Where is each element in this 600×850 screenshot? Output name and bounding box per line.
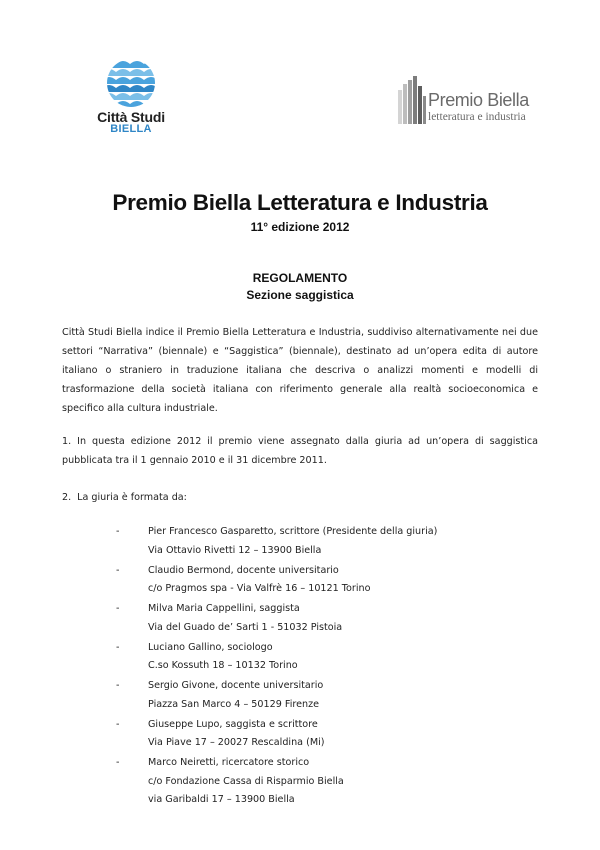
citta-studi-brand: Città Studi	[97, 109, 165, 125]
wave-emblem-icon	[102, 58, 160, 108]
jury-member-name: Pier Francesco Gasparetto, scrittore (Presidente della giuria)	[148, 526, 438, 537]
list-dash: -	[116, 718, 120, 730]
jury-member	[0, 676, 600, 715]
jury-member-address: Via Ottavio Rivetti 12 – 13900 Biella	[148, 544, 322, 556]
jury-member	[0, 638, 600, 677]
article-2-number: 2.	[62, 492, 72, 503]
list-dash: -	[116, 680, 120, 691]
jury-member-address: C.so Kossuth 18 – 10132 Torino	[148, 660, 298, 671]
citta-studi-logo	[86, 58, 176, 135]
premio-biella-name: Premio Biella	[428, 90, 529, 110]
article-1-text: In questa edizione 2012 il premio viene assegnato dalla giuria ad un’opera di saggistica pubblicata tra il 1 gennaio 2010 e il 31 dicembre 2011.	[62, 436, 538, 466]
jury-member-address: c/o Pragmos spa - Via Valfrè 16 – 10121 Torino	[148, 583, 371, 594]
list-dash: -	[116, 564, 120, 576]
page-title: Premio Biella Letteratura e Industria	[112, 190, 488, 215]
list-dash: -	[116, 603, 120, 614]
edition-subtitle: 11° edizione 2012	[250, 220, 350, 234]
jury-list	[0, 522, 600, 805]
jury-member-name: Claudio Bermond, docente universitario	[148, 564, 339, 576]
bars-emblem-icon	[398, 76, 428, 124]
premio-biella-logo	[398, 76, 548, 124]
jury-member	[0, 522, 600, 561]
article-1-number: 1.	[62, 436, 72, 447]
jury-member-address-2: via Garibaldi 17 – 13900 Biella	[148, 794, 295, 805]
premio-biella-subtitle: letteratura e industria	[428, 111, 526, 123]
intro-paragraph: Città Studi Biella indice il Premio Biella Letteratura e Industria, suddiviso alternativamente nei due settori “Narrativa” (biennale) e “Saggistica” (biennale), destinato ad un’opera edita di autore italiano o straniero in traduzione italiana che descriva o analizzi momenti e modelli di trasformazione della società italiana con riferimento generale alla realtà socioeconomica e specifico alla cultura industriale.	[62, 327, 538, 414]
citta-studi-city: BIELLA	[110, 123, 152, 135]
jury-member	[0, 599, 600, 638]
jury-member-address: Piazza San Marco 4 – 50129 Firenze	[148, 698, 320, 710]
jury-member-name: Milva Maria Cappellini, saggista	[148, 603, 300, 614]
section-title: REGOLAMENTO	[252, 271, 348, 285]
jury-member-name: Giuseppe Lupo, saggista e scrittore	[148, 718, 318, 730]
section-subtitle: Sezione saggistica	[246, 288, 354, 302]
article-2	[62, 488, 538, 507]
article-1	[62, 432, 538, 470]
jury-member	[0, 561, 600, 600]
jury-member	[0, 753, 600, 805]
jury-member-address: Via Piave 17 – 20027 Rescaldina (Mi)	[148, 737, 325, 748]
jury-member	[0, 715, 600, 754]
list-dash: -	[116, 526, 120, 537]
jury-member-name: Luciano Gallino, sociologo	[148, 641, 273, 653]
jury-member-name: Marco Neiretti, ricercatore storico	[148, 757, 310, 768]
list-dash: -	[116, 757, 120, 768]
list-dash: -	[116, 641, 120, 653]
jury-member-address: Via del Guado de’ Sarti 1 - 51032 Pistoia	[148, 621, 343, 633]
article-2-text: La giuria è formata da:	[77, 492, 187, 503]
jury-member-address: c/o Fondazione Cassa di Risparmio Biella	[148, 775, 344, 787]
jury-member-name: Sergio Givone, docente universitario	[148, 680, 324, 691]
